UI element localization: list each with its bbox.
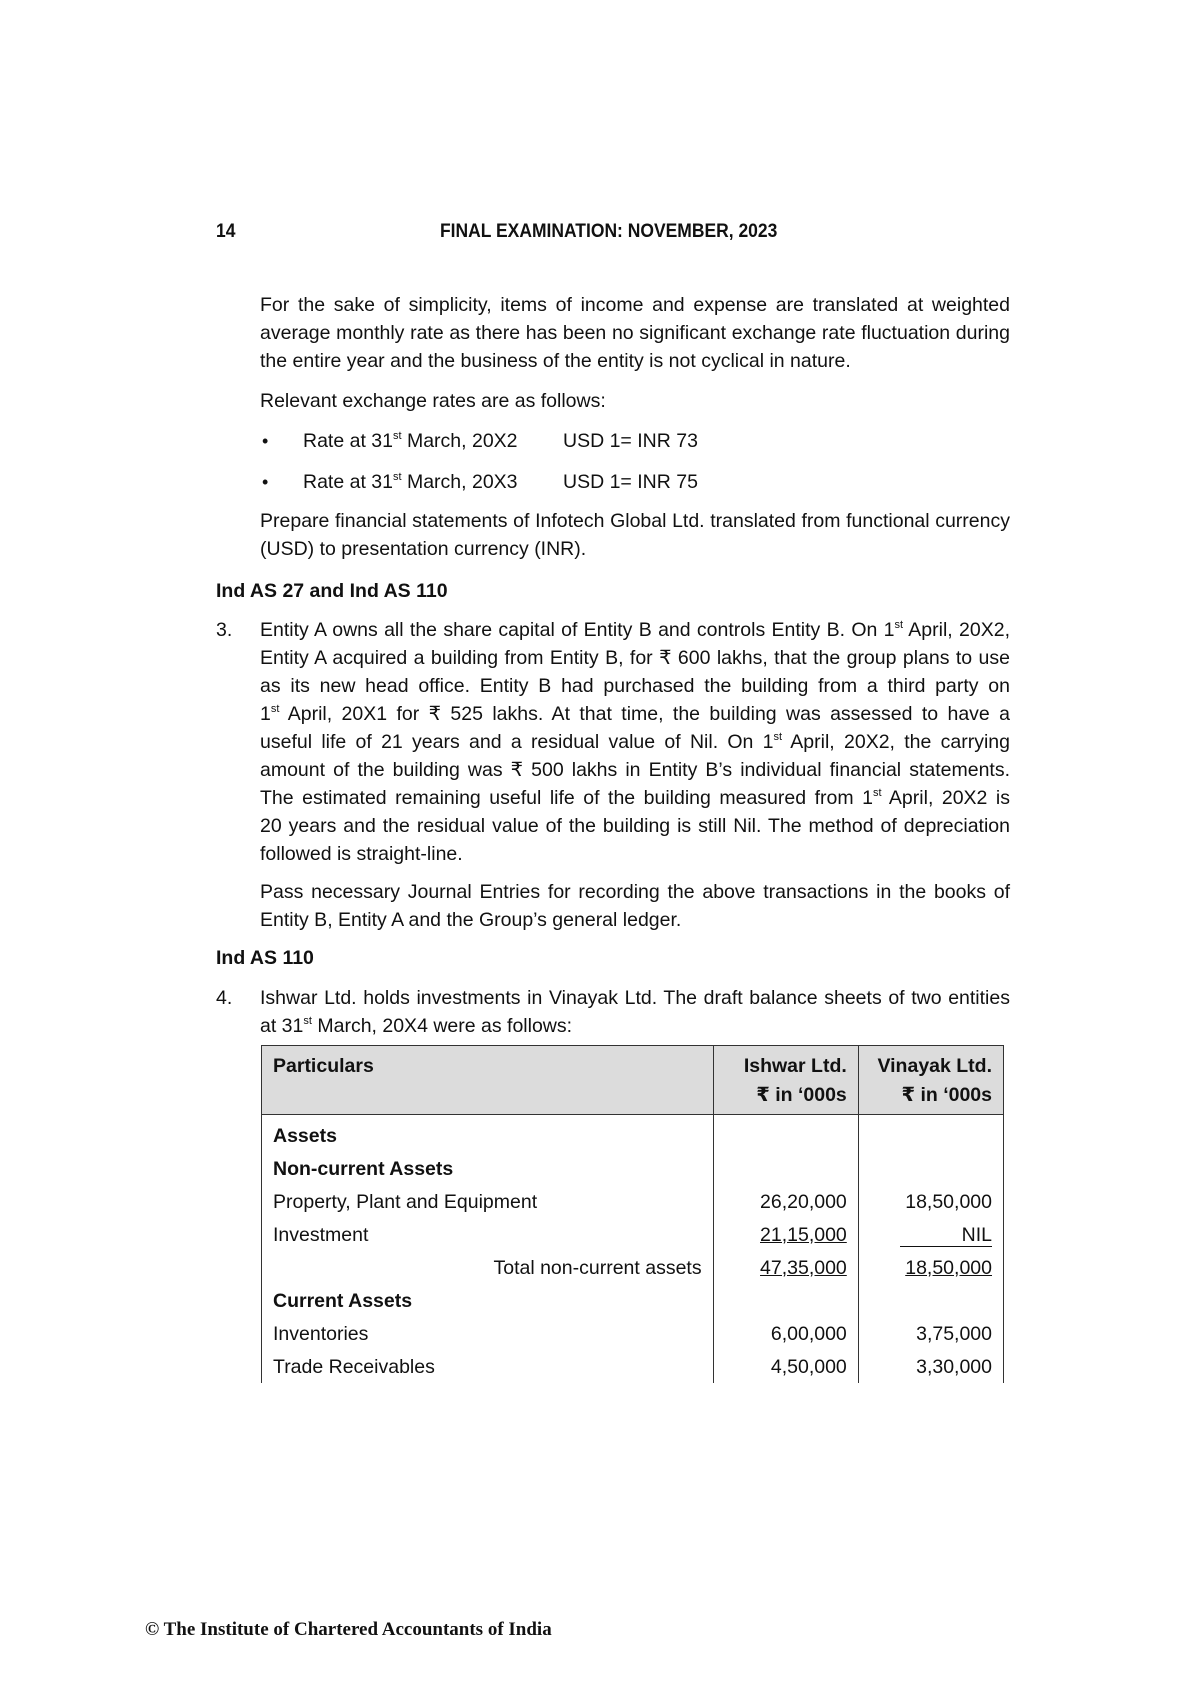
table-row xyxy=(262,1251,1004,1284)
q3-line: The estimated remaining useful life of the building measured from 1st April, 20X2 is xyxy=(260,787,1010,809)
table-row xyxy=(262,1152,1004,1185)
table-row xyxy=(262,1350,1004,1383)
copyright-footer: © The Institute of Chartered Accountants of India xyxy=(145,1619,552,1640)
prepare-line: Prepare financial statements of Infotech Global Ltd. translated from functional currency xyxy=(260,510,1010,532)
table-header-row xyxy=(262,1046,1004,1115)
bullet-icon: • xyxy=(262,431,269,451)
journal-paragraph xyxy=(260,878,1010,934)
prepare-line: (USD) to presentation currency (INR). xyxy=(260,538,587,560)
table-row xyxy=(262,1218,1004,1251)
row-label: Property, Plant and Equipment xyxy=(262,1185,714,1218)
cell-value: 3,75,000 xyxy=(858,1317,1003,1350)
row-label: Trade Receivables xyxy=(262,1350,714,1383)
prepare-paragraph xyxy=(260,507,1010,563)
q4-line: at 31st March, 20X4 were as follows: xyxy=(260,1015,573,1037)
row-label: Total non-current assets xyxy=(262,1251,714,1284)
row-label: Non-current Assets xyxy=(262,1152,714,1185)
cell-value: 21,15,000 xyxy=(713,1218,858,1251)
cell-value: 4,50,000 xyxy=(713,1350,858,1383)
journal-line: Entity B, Entity A and the Group’s general ledger. xyxy=(260,909,682,931)
q3-line: useful life of 21 years and a residual value of Nil. On 1st April, 20X2, the carrying xyxy=(260,731,1010,753)
journal-line: Pass necessary Journal Entries for recording the above transactions in the books of xyxy=(260,881,1010,903)
intro-line: average monthly rate as there has been no significant exchange rate fluctuation during xyxy=(260,322,1010,344)
question-number: 4. xyxy=(216,987,233,1009)
row-label: Investment xyxy=(262,1218,714,1251)
rate-label: Rate at 31st March, 20X2 xyxy=(303,430,518,452)
rate-value: USD 1= INR 75 xyxy=(563,471,698,493)
table-row xyxy=(262,1317,1004,1350)
cell-value: 47,35,000 xyxy=(713,1251,858,1284)
balance-sheet-table xyxy=(261,1045,1004,1383)
question-number: 3. xyxy=(216,619,233,641)
intro-paragraph xyxy=(260,291,1010,375)
rate-label: Rate at 31st March, 20X3 xyxy=(303,471,518,493)
row-label: Current Assets xyxy=(262,1284,714,1317)
header-vinayak: Vinayak Ltd. ₹ in ‘000s xyxy=(858,1046,1003,1115)
rate-value: USD 1= INR 73 xyxy=(563,430,698,452)
cell-value: 26,20,000 xyxy=(713,1185,858,1218)
cell-value: 18,50,000 xyxy=(858,1185,1003,1218)
q3-line: Entity A owns all the share capital of Entity B and controls Entity B. On 1st April, 20X2, xyxy=(260,619,1010,641)
cell-value: 6,00,000 xyxy=(713,1317,858,1350)
table-row xyxy=(262,1185,1004,1218)
rates-intro: Relevant exchange rates are as follows: xyxy=(260,390,606,412)
q3-line: 20 years and the residual value of the building is still Nil. The method of depreciation xyxy=(260,815,1010,837)
row-label: Inventories xyxy=(262,1317,714,1350)
bullet-icon: • xyxy=(262,472,269,492)
row-label: Assets xyxy=(262,1115,714,1153)
q3-line: as its new head office. Entity B had purchased the building from a third party on xyxy=(260,675,1010,697)
q3-line: followed is straight-line. xyxy=(260,843,463,865)
page-title: FINAL EXAMINATION: NOVEMBER, 2023 xyxy=(440,221,778,242)
question-3-body xyxy=(260,616,1010,868)
cell-value: 3,30,000 xyxy=(858,1350,1003,1383)
section-heading: Ind AS 27 and Ind AS 110 xyxy=(216,580,448,602)
section-heading: Ind AS 110 xyxy=(216,947,314,969)
intro-line: For the sake of simplicity, items of income and expense are translated at weighted xyxy=(260,294,1010,316)
header-ishwar: Ishwar Ltd. ₹ in ‘000s xyxy=(713,1046,858,1115)
page-number: 14 xyxy=(216,221,236,242)
question-4-body xyxy=(260,984,1010,1040)
cell-value: NIL xyxy=(858,1218,1003,1251)
intro-line: the entire year and the business of the entity is not cyclical in nature. xyxy=(260,350,851,372)
table-row xyxy=(262,1115,1004,1153)
q3-line: amount of the building was ₹ 500 lakhs in Entity B’s individual financial statements. xyxy=(260,759,1010,781)
cell-value: 18,50,000 xyxy=(858,1251,1003,1284)
q3-line: 1st April, 20X1 for ₹ 525 lakhs. At that time, the building was assessed to have a xyxy=(260,703,1010,725)
q3-line: Entity A acquired a building from Entity B, for ₹ 600 lakhs, that the group plans to use xyxy=(260,647,1010,669)
table-row xyxy=(262,1284,1004,1317)
header-particulars: Particulars xyxy=(262,1046,714,1115)
q4-line: Ishwar Ltd. holds investments in Vinayak Ltd. The draft balance sheets of two entities xyxy=(260,987,1010,1009)
